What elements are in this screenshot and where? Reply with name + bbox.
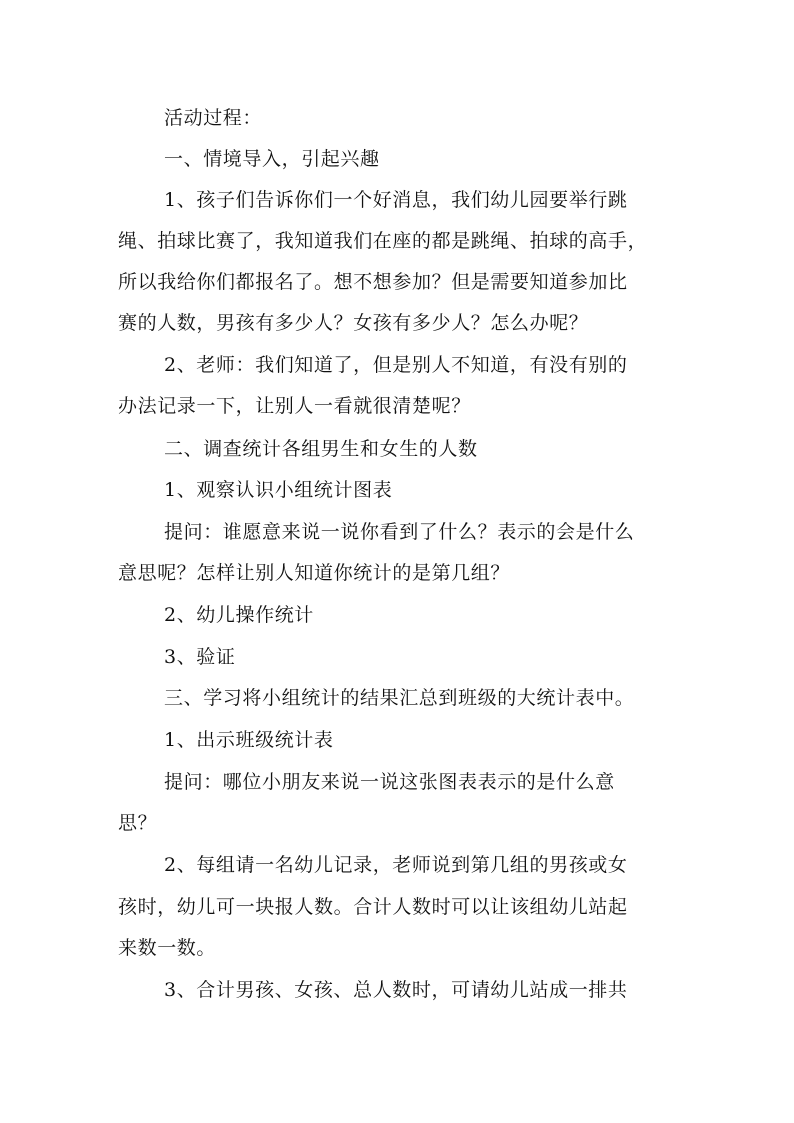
- text-line: 提问：哪位小朋友来说一说这张图表表示的是什么意: [164, 771, 615, 793]
- text-line: 1、观察认识小组统计图表: [164, 479, 393, 501]
- text-line: 1、孩子们告诉你们一个好消息，我们幼儿园要举行跳: [164, 189, 628, 211]
- text-line: 赛的人数，男孩有多少人？女孩有多少人？怎么办呢？: [118, 312, 589, 334]
- text-line: 3、验证: [164, 646, 236, 668]
- text-line: 办法记录一下，让别人一看就很清楚呢？: [118, 395, 471, 417]
- text-line: 思？: [118, 812, 158, 834]
- text-line: 1、出示班级统计表: [164, 729, 334, 751]
- text-line-section-2: 二、调查统计各组男生和女生的人数: [164, 438, 478, 460]
- text-line: 意思呢？怎样让别人知道你统计的是第几组？: [118, 562, 511, 584]
- text-line: 2、每组请一名幼儿记录，老师说到第几组的男孩或女: [164, 854, 628, 876]
- text-line-section-3: 三、学习将小组统计的结果汇总到班级的大统计表中。: [164, 687, 635, 709]
- text-line: 2、老师：我们知道了，但是别人不知道，有没有别的: [164, 354, 628, 376]
- text-line: 3、合计男孩、女孩、总人数时，可请幼儿站成一排共: [164, 979, 628, 1001]
- text-line: 提问：谁愿意来说一说你看到了什么？表示的会是什么: [164, 521, 635, 543]
- text-line-heading-process: 活动过程：: [164, 107, 263, 129]
- text-line: 来数一数。: [118, 937, 217, 959]
- text-line: 孩时，幼儿可一块报人数。合计人数时可以让该组幼儿站起: [118, 896, 628, 918]
- text-line: 绳、拍球比赛了，我知道我们在座的都是跳绳、拍球的高手，: [118, 230, 648, 252]
- text-line: 所以我给你们都报名了。想不想参加？但是需要知道参加比: [118, 271, 628, 293]
- text-line: 2、幼儿操作统计: [164, 604, 314, 626]
- text-line-section-1: 一、情境导入，引起兴趣: [164, 148, 380, 170]
